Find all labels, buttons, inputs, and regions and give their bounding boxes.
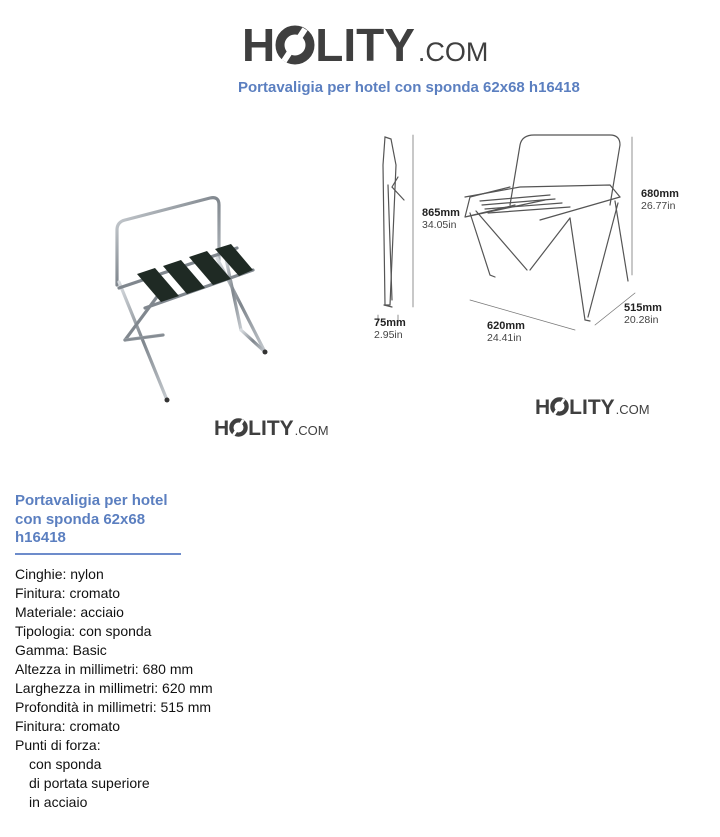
strength-item: di portata superiore <box>29 775 150 791</box>
spec-item: Larghezza in millimetri: 620 mm <box>15 680 213 696</box>
dimension-depth: 515mm 20.28in <box>624 302 662 326</box>
spec-item: Altezza in millimetri: 680 mm <box>15 661 194 677</box>
product-photo <box>105 190 285 410</box>
logo-letters-lity: LITY <box>315 19 415 71</box>
logo-o-icon <box>275 18 315 72</box>
logo-letter-h: H <box>535 396 551 419</box>
logo-tld: .COM <box>615 402 650 417</box>
dimension-width: 620mm 24.41in <box>487 320 525 344</box>
logo-letter-h: H <box>242 19 276 71</box>
spec-item: Finitura: cromato <box>15 718 121 734</box>
brand-logo[interactable] <box>242 18 488 72</box>
dimension-depth-folded: 75mm 2.95in <box>374 317 406 341</box>
spec-item: Finitura: cromato <box>15 585 121 601</box>
brand-logo-small <box>214 417 329 441</box>
logo-tld: .COM <box>417 37 489 67</box>
strength-item: in acciaio <box>29 794 88 810</box>
spec-item: Punti di forza: <box>15 737 101 753</box>
spec-item: Materiale: acciaio <box>15 604 124 620</box>
brand-logo-small <box>535 396 650 420</box>
logo-letters-lity: LITY <box>248 417 294 440</box>
spec-item: Tipologia: con sponda <box>15 623 152 639</box>
spec-item: Cinghie: nylon <box>15 566 104 582</box>
strength-item: con sponda <box>29 756 102 772</box>
logo-o-icon <box>229 417 248 441</box>
logo-letter-h: H <box>214 417 230 440</box>
logo-letters-lity: LITY <box>569 396 615 419</box>
product-title: Portavaligia per hotel con sponda 62x68 h16418 <box>15 492 168 546</box>
dimension-height-total: 865mm 34.05in <box>422 207 460 231</box>
spec-item: Gamma: Basic <box>15 642 107 658</box>
spec-list <box>15 565 213 812</box>
spec-item: Profondità in millimetri: 515 mm <box>15 699 212 715</box>
title-underline <box>15 553 181 555</box>
page-title: Portavaligia per hotel con sponda 62x68 h16418 <box>238 79 580 96</box>
dimension-height-back: 680mm 26.77in <box>641 188 679 212</box>
logo-o-icon <box>550 396 569 420</box>
logo-tld: .COM <box>294 423 329 438</box>
